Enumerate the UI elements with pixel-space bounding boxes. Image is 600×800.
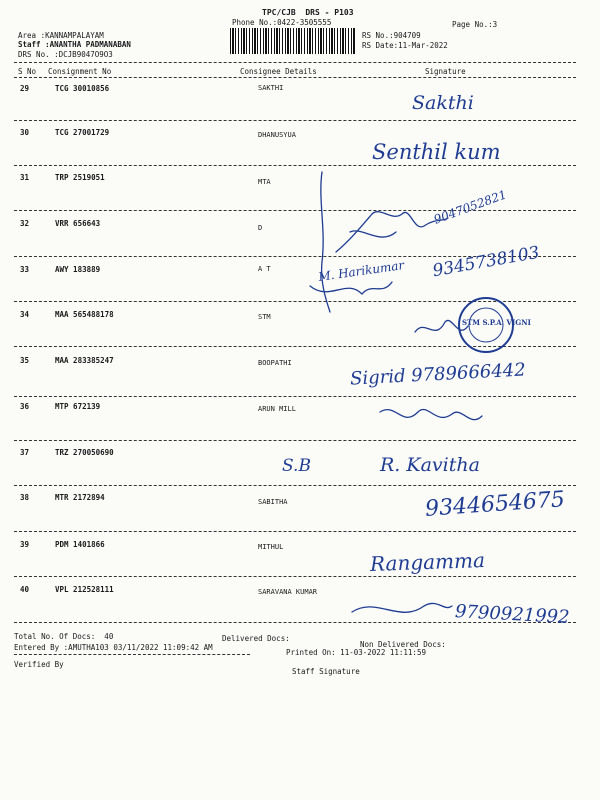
- row-consignment: MAA 565488178: [55, 310, 114, 319]
- staff-signature-label: Staff Signature: [292, 667, 360, 676]
- signature-handwriting: Sakthi: [412, 92, 474, 114]
- row-consignee: SABITHA: [258, 498, 288, 506]
- row-sno: 39: [20, 540, 30, 549]
- row-consignment: TCG 30010856: [55, 84, 110, 93]
- page-number: Page No.:3: [452, 20, 498, 29]
- row-consignee: STM: [258, 313, 271, 321]
- row-sno: 29: [20, 84, 30, 93]
- row-sno: 37: [20, 448, 30, 457]
- signature-handwriting: Rangamma: [369, 548, 486, 576]
- stamp-text: STM S.P.A. VIGNI: [462, 318, 531, 327]
- row-sno: 38: [20, 493, 30, 502]
- row-consignment: TCG 27001729: [55, 128, 110, 137]
- row-sno: 33: [20, 265, 30, 274]
- row-consignee: SAKTHI: [258, 84, 284, 92]
- row-consignment: TRP 2519051: [55, 173, 105, 182]
- row-consignment: PDM 1401866: [55, 540, 105, 549]
- printed-on: Printed On: 11-03-2022 11:11:59: [286, 648, 426, 657]
- ink-stroke: [336, 212, 448, 252]
- row-consignee: MTA: [258, 178, 271, 186]
- row-consignee: DHANUSYUA: [258, 131, 296, 139]
- signature-handwriting: M. Harikumar: [317, 258, 405, 284]
- signature-handwriting: 9047052821: [431, 187, 509, 227]
- row-consignee: D: [258, 224, 263, 232]
- row-consignment: AWY 183889: [55, 265, 101, 274]
- non-delivered-docs: Non Delivered Docs:: [360, 640, 446, 649]
- entered-by: Entered By :AMUTHA103 03/11/2022 11:09:42 AM: [14, 643, 213, 652]
- row-consignee: BOOPATHI: [258, 359, 292, 367]
- drs-number: DRS No. :DCJB9047O9O3: [18, 50, 113, 59]
- phone-number: Phone No.:0422-3505555: [232, 18, 332, 27]
- col-header-consignee: Consignee Details: [240, 67, 317, 76]
- sheet-title: TPC/CJB DRS - P103: [262, 8, 354, 17]
- row-consignee: MITHUL: [258, 543, 284, 551]
- verified-by: Verified By: [14, 660, 64, 669]
- row-sno: 40: [20, 585, 30, 594]
- row-consignment: TRZ 270050690: [55, 448, 114, 457]
- row-consignment: MTR 2172894: [55, 493, 105, 502]
- rs-date: RS Date:11-Mar-2022: [362, 41, 448, 50]
- row-sno: 36: [20, 402, 30, 411]
- row-sno: 35: [20, 356, 30, 365]
- signature-handwriting: 9344654675: [424, 487, 566, 522]
- ink-stroke: [380, 409, 482, 419]
- row-sno: 32: [20, 219, 30, 228]
- row-consignment: MAA 283385247: [55, 356, 114, 365]
- ink-stroke: [352, 603, 452, 612]
- signature-handwriting: Senthil kum: [372, 140, 501, 164]
- signature-handwriting: 9790921992: [454, 601, 571, 628]
- row-sno: 34: [20, 310, 30, 319]
- row-consignment: VRR 656643: [55, 219, 101, 228]
- row-sno: 30: [20, 128, 30, 137]
- signature-handwriting: 9345738103: [431, 242, 542, 282]
- col-header-signature: Signature: [425, 67, 466, 76]
- row-consignment: VPL 212528111: [55, 585, 114, 594]
- delivered-docs: Delivered Docs:: [222, 634, 290, 643]
- signature-handwriting: Sigrid 9789666442: [349, 359, 527, 390]
- row-consignee: SARAVANA KUMAR: [258, 588, 318, 596]
- staff-label: Staff :ANANTHA PADMANABAN: [18, 40, 131, 49]
- area-label: Area :KANNAMPALAYAM: [18, 31, 104, 40]
- row-consignee: ARUN MILL: [258, 405, 296, 413]
- footer-divider: [14, 654, 250, 655]
- row-consignee: A T: [258, 265, 271, 273]
- signature-handwriting: S.B: [282, 456, 311, 476]
- rs-number: RS No.:904709: [362, 31, 421, 40]
- col-header-sno: S No: [18, 67, 37, 76]
- row-sno: 31: [20, 173, 30, 182]
- row-consignment: MTP 672139: [55, 402, 101, 411]
- signature-handwriting: R. Kavitha: [380, 454, 480, 476]
- col-header-consignment: Consignment No: [48, 67, 112, 76]
- total-docs: Total No. Of Docs: 40: [14, 632, 114, 641]
